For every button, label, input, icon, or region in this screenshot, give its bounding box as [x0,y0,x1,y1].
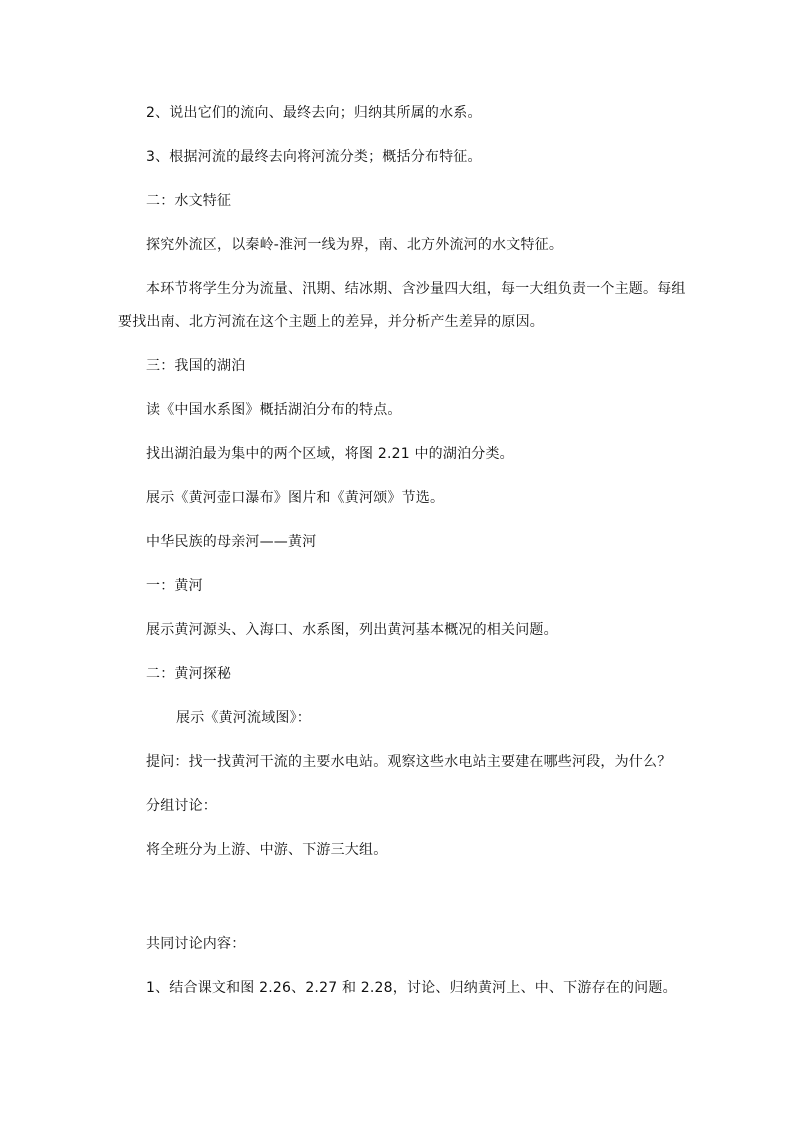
paragraph-line-5: 本环节将学生分为流量、汛期、结冰期、含沙量四大组，每一大组负责一个主题。每组 [146,281,686,297]
paragraph-line-4: 探究外流区，以秦岭-淮河一线为界，南、北方外流河的水文特征。 [146,237,564,253]
paragraph-line-18: 将全班分为上游、中游、下游三大组。 [146,842,388,858]
paragraph-line-17: 分组讨论： [146,798,217,814]
section-heading-yellow-river-one: 一：黄河 [146,578,203,594]
paragraph-line-13: 展示黄河源头、入海口、水系图，列出黄河基本概况的相关问题。 [146,622,558,638]
paragraph-line-9: 找出湖泊最为集中的两个区域，将图 2.21 中的湖泊分类。 [146,446,514,462]
paragraph-line-8: 读《中国水系图》概括湖泊分布的特点。 [146,402,402,418]
paragraph-line-2: 3、根据河流的最终去向将河流分类；概括分布特征。 [146,149,482,165]
paragraph-line-20: 1、结合课文和图 2.26、2.27 和 2.28，讨论、归纳黄河上、中、下游存在的问题。 [146,980,677,996]
section-heading-hydrology: 二：水文特征 [146,193,232,209]
paragraph-line-19: 共同讨论内容： [146,936,246,952]
section-heading-yellow-river: 中华民族的母亲河——黄河 [146,534,317,550]
paragraph-line-6: 要找出南、北方河流在这个主题上的差异，并分析产生差异的原因。 [118,314,544,330]
paragraph-line-15: 展示《黄河流域图》： [176,710,311,726]
section-heading-lakes: 三：我国的湖泊 [146,358,246,374]
section-heading-yellow-river-explore: 二：黄河探秘 [146,666,232,682]
paragraph-line-16: 提问：找一找黄河干流的主要水电站。观察这些水电站主要建在哪些河段，为什么？ [146,754,672,770]
paragraph-line-10: 展示《黄河壶口瀑布》图片和《黄河颂》节选。 [146,490,445,506]
paragraph-line-1: 2、说出它们的流向、最终去向；归纳其所属的水系。 [146,105,482,121]
